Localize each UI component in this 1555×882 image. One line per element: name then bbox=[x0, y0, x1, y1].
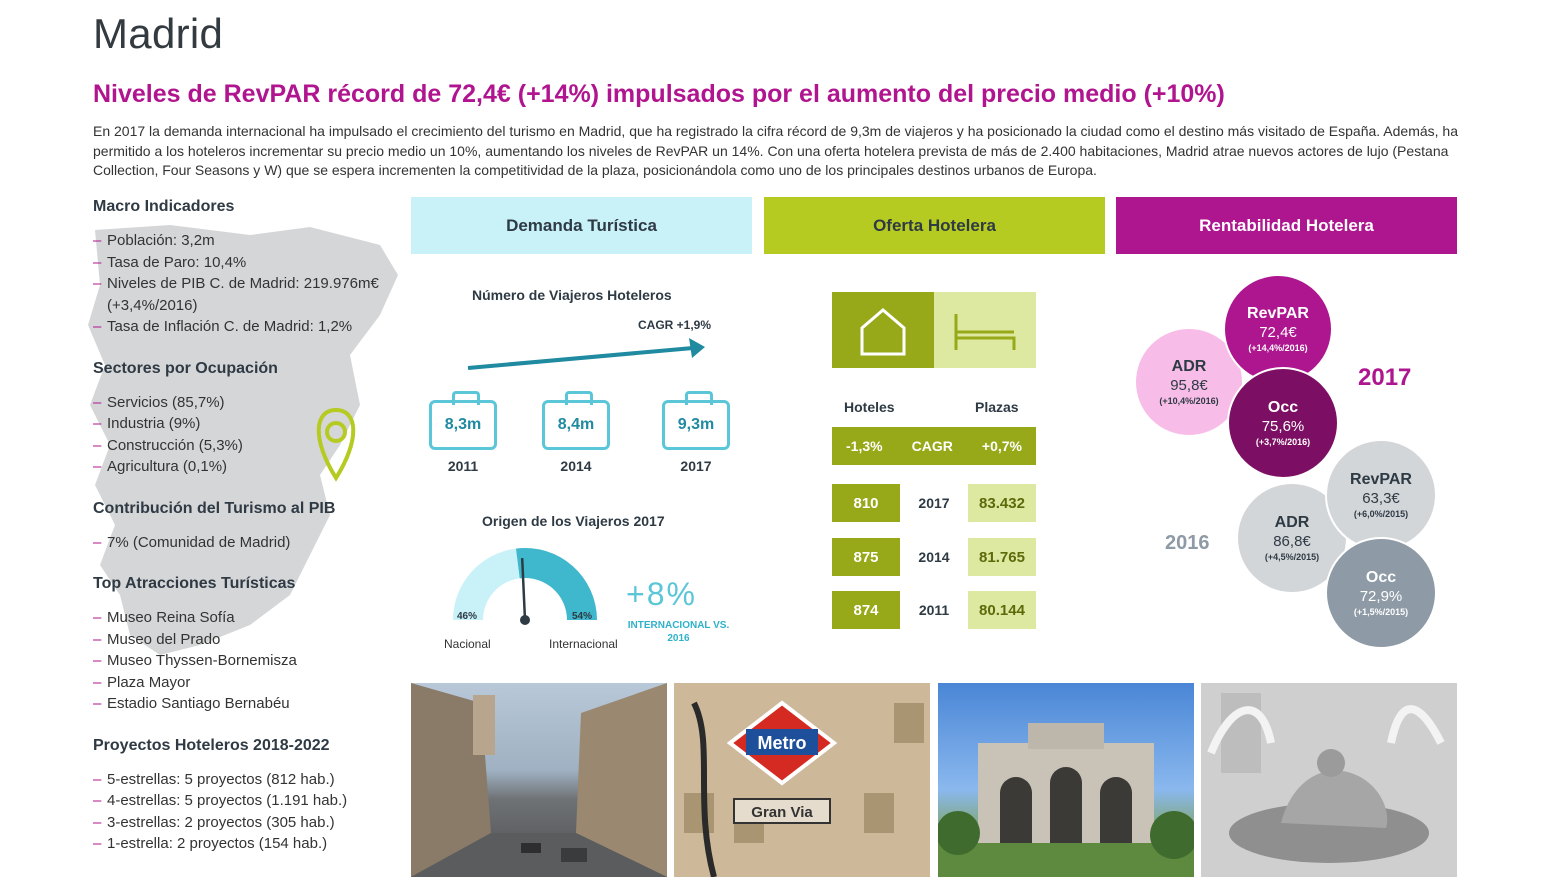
bubble-name: RevPAR bbox=[1247, 304, 1309, 322]
year-2016-label: 2016 bbox=[1165, 532, 1210, 554]
section-title: Top Atracciones Turísticas bbox=[93, 575, 296, 592]
list-item: – Museo del Prado bbox=[93, 629, 393, 651]
bubble-name: RevPAR bbox=[1350, 470, 1412, 488]
bubble-change: (+4,5%/2015) bbox=[1264, 551, 1320, 562]
list-item: – 7% (Comunidad de Madrid) bbox=[93, 532, 393, 554]
list-item: – Museo Reina Sofía bbox=[93, 607, 393, 629]
plazas-value: 83.432 bbox=[968, 484, 1036, 522]
header-demanda: Demanda Turística bbox=[411, 197, 752, 254]
cagr-plazas: +0,7% bbox=[981, 438, 1022, 454]
internacional-label: Internacional bbox=[549, 637, 618, 651]
viajeros-title: Número de Viajeros Hoteleros bbox=[472, 287, 672, 303]
photo-puerta-alcala bbox=[938, 683, 1194, 877]
bubble-change: (+3,7%/2016) bbox=[1255, 436, 1311, 447]
cagr-label: CAGR bbox=[911, 438, 953, 454]
plazas-value: 81.765 bbox=[968, 538, 1036, 576]
list-item: – Construcción (5,3%) bbox=[93, 435, 393, 457]
section-title: Macro Indicadores bbox=[93, 198, 235, 215]
page-title: Madrid bbox=[93, 10, 224, 57]
bag-year: 2017 bbox=[680, 458, 712, 474]
list-item: – Tasa de Inflación C. de Madrid: 1,2% bbox=[93, 316, 393, 338]
section-macro bbox=[93, 198, 393, 338]
internacional-pct: 54% bbox=[572, 611, 593, 622]
year-2017-label: 2017 bbox=[1358, 364, 1412, 391]
suitcase-2011: 8,3m bbox=[429, 400, 497, 450]
section-contribucion bbox=[93, 500, 393, 554]
section-proyectos bbox=[93, 737, 393, 855]
list-item: – Estadio Santiago Bernabéu bbox=[93, 693, 393, 715]
bubble-change: (+6,0%/2015) bbox=[1353, 508, 1409, 519]
bubble-revpar-2016 bbox=[1325, 439, 1437, 551]
header-oferta: Oferta Hotelera bbox=[764, 197, 1105, 254]
plazas-value: 80.144 bbox=[968, 591, 1036, 629]
bubble-change: (+10,4%/2016) bbox=[1159, 395, 1219, 406]
bubble-name: Occ bbox=[1267, 398, 1299, 416]
intl-caption: INTERNACIONAL VS. 2016 bbox=[627, 620, 730, 644]
cagr-label: CAGR +1,9% bbox=[638, 318, 712, 332]
bubble-value: 95,8€ bbox=[1170, 376, 1208, 394]
bag-year: 2011 bbox=[447, 458, 479, 474]
gauge-nacional-arc bbox=[453, 549, 520, 620]
intl-change: +8% bbox=[626, 576, 697, 612]
photo-metro-gran-via bbox=[674, 683, 930, 877]
hoteles-value: 875 bbox=[832, 538, 900, 576]
header-rentabilidad: Rentabilidad Hotelera bbox=[1116, 197, 1457, 254]
plazas-label: Plazas bbox=[975, 399, 1019, 415]
cagr-hoteles: -1,3% bbox=[846, 438, 883, 454]
gauge-pivot bbox=[520, 615, 530, 625]
bed-tile bbox=[934, 292, 1036, 368]
hoteles-label: Hoteles bbox=[844, 399, 895, 415]
list-item: – 3-estrellas: 2 proyectos (305 hab.) bbox=[93, 812, 393, 834]
bubble-value: 63,3€ bbox=[1362, 489, 1400, 507]
oferta-cagr-bar bbox=[832, 427, 1036, 465]
hoteles-value: 810 bbox=[832, 484, 900, 522]
list-item: – Servicios (85,7%) bbox=[93, 392, 393, 414]
oferta-year: 2011 bbox=[918, 602, 950, 618]
bubble-occ-2017 bbox=[1227, 367, 1339, 479]
street-sign-text: Gran Via bbox=[751, 804, 813, 821]
nacional-pct: 46% bbox=[457, 611, 478, 622]
bubble-name: ADR bbox=[1171, 357, 1207, 375]
section-title: Proyectos Hoteleros 2018-2022 bbox=[93, 736, 330, 754]
bubble-name: Occ bbox=[1365, 568, 1397, 586]
bubble-value: 86,8€ bbox=[1273, 532, 1311, 550]
house-icon bbox=[832, 292, 934, 368]
bubble-name: ADR bbox=[1274, 513, 1310, 531]
list-item: – Agricultura (0,1%) bbox=[93, 456, 393, 478]
list-item: – Plaza Mayor bbox=[93, 672, 393, 694]
gauge-internacional-arc bbox=[516, 548, 597, 620]
section-atracciones bbox=[93, 575, 393, 715]
photo-cibeles bbox=[1201, 683, 1457, 877]
list-item: – Población: 3,2m bbox=[93, 230, 393, 252]
bubble-change: (+14,4%/2016) bbox=[1248, 342, 1308, 353]
bubble-occ-2016 bbox=[1325, 537, 1437, 649]
list-item: – 5-estrellas: 5 proyectos (812 hab.) bbox=[93, 769, 393, 791]
origen-title: Origen de los Viajeros 2017 bbox=[482, 513, 665, 529]
bubble-change: (+1,5%/2015) bbox=[1353, 606, 1409, 617]
hotel-building-tile bbox=[832, 292, 934, 368]
bubble-value: 72,4€ bbox=[1259, 323, 1297, 341]
oferta-year: 2014 bbox=[918, 549, 950, 565]
list-item: – Industria (9%) bbox=[93, 413, 393, 435]
photo-gran-via-street bbox=[411, 683, 667, 877]
oferta-year: 2017 bbox=[918, 495, 950, 511]
growth-arrow-icon bbox=[465, 336, 710, 372]
section-title: Contribución del Turismo al PIB bbox=[93, 499, 336, 517]
hoteles-value: 874 bbox=[832, 591, 900, 629]
suitcase-2014: 8,4m bbox=[542, 400, 610, 450]
bubble-value: 72,9% bbox=[1359, 587, 1403, 605]
list-item: – 1-estrella: 2 proyectos (154 hab.) bbox=[93, 833, 393, 855]
section-sectores bbox=[93, 360, 393, 478]
list-item: – Tasa de Paro: 10,4% bbox=[93, 252, 393, 274]
metro-sign-text: Metro bbox=[757, 733, 807, 753]
nacional-label: Nacional bbox=[444, 637, 491, 651]
bag-year: 2014 bbox=[560, 458, 592, 474]
left-column bbox=[93, 198, 393, 877]
list-item: – Museo Thyssen-Bornemisza bbox=[93, 650, 393, 672]
oferta-row bbox=[832, 538, 1036, 576]
oferta-row bbox=[832, 484, 1036, 522]
section-title: Sectores por Ocupación bbox=[93, 359, 278, 377]
street-illustration bbox=[411, 683, 667, 877]
bubble-value: 75,6% bbox=[1261, 417, 1305, 435]
puerta-illustration bbox=[938, 683, 1194, 877]
bed-icon bbox=[934, 292, 1036, 368]
list-item: – 4-estrellas: 5 proyectos (1.191 hab.) bbox=[93, 790, 393, 812]
intro-paragraph: En 2017 la demanda internacional ha impulsado el crecimiento del turismo en Madrid, que ha registrado la cifra récord de 9,3m de viajeros y ha posicionado la ciudad como el destino más visitado de España. Además, ha permitido a los hoteleros incrementar su precio medio un 10%, aumentando los niveles de RevPAR un 14%. Con una oferta hotelera prevista de más de 2.400 habitaciones, Madrid atrae nuevos actores de lujo (Pestana Collection, Four Seasons y W) que se espera incrementen la competitividad de la plaza, posicionándola como uno de los principales destinos urbanos de Europa. bbox=[93, 123, 1459, 178]
page-subtitle: Niveles de RevPAR récord de 72,4€ (+14%) impulsados por el aumento del precio medio (+10%) bbox=[93, 80, 1225, 108]
list-item: – Niveles de PIB C. de Madrid: 219.976m€ (+3,4%/2016) bbox=[93, 273, 393, 316]
suitcase-2017: 9,3m bbox=[662, 400, 730, 450]
metro-sign-illustration bbox=[674, 683, 930, 877]
oferta-row bbox=[832, 591, 1036, 629]
cibeles-illustration bbox=[1201, 683, 1457, 877]
